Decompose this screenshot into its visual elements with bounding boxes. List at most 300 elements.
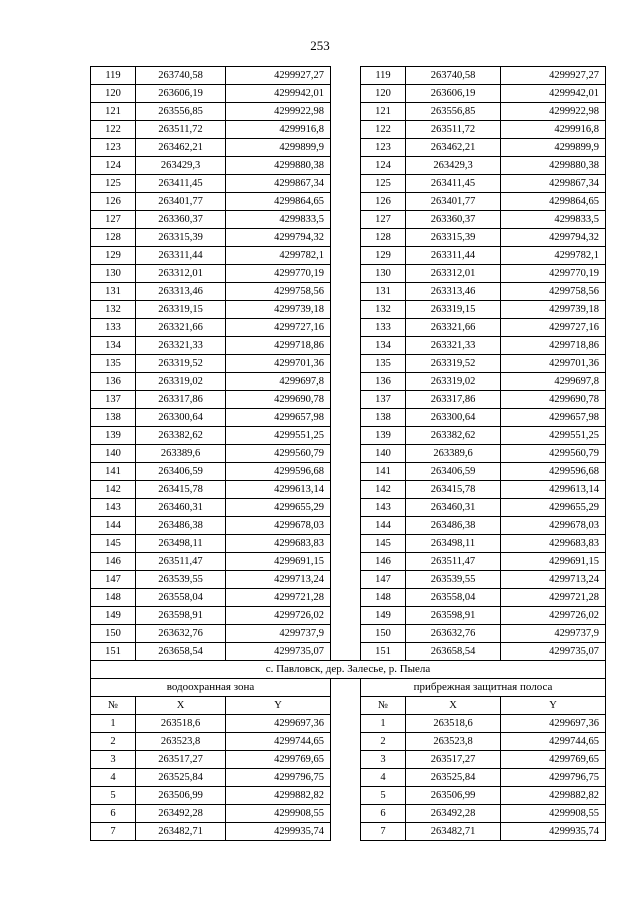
table-row — [91, 481, 606, 499]
coord-x: 263300,64 — [406, 409, 501, 427]
coord-x: 263518,6 — [406, 715, 501, 733]
right-header-x: X — [406, 697, 501, 715]
table-row — [91, 625, 606, 643]
coord-x: 263401,77 — [136, 193, 226, 211]
point-number: 149 — [91, 607, 136, 625]
coord-x: 263411,45 — [136, 175, 226, 193]
coord-x: 263525,84 — [136, 769, 226, 787]
point-number: 134 — [361, 337, 406, 355]
point-number: 122 — [361, 121, 406, 139]
table-row — [91, 643, 606, 661]
point-number: 143 — [91, 499, 136, 517]
coord-x: 263312,01 — [406, 265, 501, 283]
column-gap — [331, 373, 361, 391]
table-row — [91, 175, 606, 193]
column-gap — [331, 301, 361, 319]
point-number: 142 — [91, 481, 136, 499]
coord-y: 4299683,83 — [226, 535, 331, 553]
table-row — [91, 463, 606, 481]
section-caption: с. Павловск, дер. Залесье, р. Пыела — [91, 661, 606, 679]
column-gap — [331, 193, 361, 211]
coord-x: 263460,31 — [406, 499, 501, 517]
column-gap — [331, 553, 361, 571]
point-number: 6 — [91, 805, 136, 823]
point-number: 137 — [361, 391, 406, 409]
point-number: 121 — [91, 103, 136, 121]
coord-y: 4299560,79 — [501, 445, 606, 463]
point-number: 138 — [361, 409, 406, 427]
point-number: 5 — [361, 787, 406, 805]
coord-y: 4299942,01 — [226, 85, 331, 103]
coord-x: 263319,52 — [136, 355, 226, 373]
page-number: 253 — [310, 38, 330, 53]
coord-y: 4299655,29 — [226, 499, 331, 517]
point-number: 136 — [361, 373, 406, 391]
point-number: 6 — [361, 805, 406, 823]
column-gap — [331, 679, 361, 697]
point-number: 2 — [91, 733, 136, 751]
table-row — [91, 157, 606, 175]
coord-x: 263411,45 — [406, 175, 501, 193]
coord-x: 263498,11 — [136, 535, 226, 553]
column-gap — [331, 103, 361, 121]
point-number: 4 — [91, 769, 136, 787]
point-number: 151 — [91, 643, 136, 661]
coord-y: 4299833,5 — [226, 211, 331, 229]
point-number: 151 — [361, 643, 406, 661]
coord-x: 263486,38 — [406, 517, 501, 535]
coord-x: 263740,58 — [406, 67, 501, 85]
point-number: 1 — [361, 715, 406, 733]
coord-x: 263539,55 — [136, 571, 226, 589]
point-number: 130 — [91, 265, 136, 283]
table-row — [91, 733, 606, 751]
coord-x: 263523,8 — [406, 733, 501, 751]
point-number: 119 — [91, 67, 136, 85]
left-header-x: X — [136, 697, 226, 715]
coord-y: 4299927,27 — [226, 67, 331, 85]
table-row — [91, 787, 606, 805]
column-gap — [331, 463, 361, 481]
table-row — [91, 535, 606, 553]
column-gap — [331, 427, 361, 445]
point-number: 133 — [361, 319, 406, 337]
coord-x: 263506,99 — [136, 787, 226, 805]
column-gap — [331, 391, 361, 409]
coord-x: 263658,54 — [406, 643, 501, 661]
column-gap — [331, 607, 361, 625]
column-gap — [331, 247, 361, 265]
column-gap — [331, 121, 361, 139]
coord-x: 263313,46 — [406, 283, 501, 301]
column-gap — [331, 751, 361, 769]
point-number: 127 — [361, 211, 406, 229]
table-row — [91, 67, 606, 85]
point-number: 132 — [91, 301, 136, 319]
coord-x: 263315,39 — [136, 229, 226, 247]
point-number: 125 — [361, 175, 406, 193]
coord-y: 4299739,18 — [501, 301, 606, 319]
coord-x: 263321,66 — [136, 319, 226, 337]
coord-x: 263632,76 — [406, 625, 501, 643]
coord-y: 4299690,78 — [501, 391, 606, 409]
coord-y: 4299678,03 — [226, 517, 331, 535]
coord-y: 4299551,25 — [501, 427, 606, 445]
coord-y: 4299769,65 — [226, 751, 331, 769]
point-number: 141 — [361, 463, 406, 481]
point-number: 129 — [361, 247, 406, 265]
coord-y: 4299713,24 — [501, 571, 606, 589]
coord-x: 263606,19 — [136, 85, 226, 103]
coord-x: 263382,62 — [406, 427, 501, 445]
coord-y: 4299833,5 — [501, 211, 606, 229]
coord-y: 4299727,16 — [501, 319, 606, 337]
coord-x: 263498,11 — [406, 535, 501, 553]
column-gap — [331, 823, 361, 841]
coord-x: 263598,91 — [136, 607, 226, 625]
column-gap — [331, 445, 361, 463]
point-number: 140 — [91, 445, 136, 463]
right-header-number: № — [361, 697, 406, 715]
table-row — [91, 391, 606, 409]
column-gap — [331, 337, 361, 355]
table-row — [91, 121, 606, 139]
point-number: 145 — [91, 535, 136, 553]
point-number: 7 — [91, 823, 136, 841]
coord-y: 4299796,75 — [226, 769, 331, 787]
coord-y: 4299916,8 — [226, 121, 331, 139]
coord-x: 263429,3 — [406, 157, 501, 175]
point-number: 3 — [361, 751, 406, 769]
coord-y: 4299908,55 — [226, 805, 331, 823]
left-zone-title: водоохранная зона — [91, 679, 331, 697]
coord-x: 263606,19 — [406, 85, 501, 103]
column-gap — [331, 157, 361, 175]
coord-y: 4299927,27 — [501, 67, 606, 85]
point-number: 1 — [91, 715, 136, 733]
coord-x: 263511,47 — [136, 553, 226, 571]
table-row — [91, 283, 606, 301]
coord-x: 263317,86 — [136, 391, 226, 409]
coord-x: 263300,64 — [136, 409, 226, 427]
coord-x: 263518,6 — [136, 715, 226, 733]
point-number: 141 — [91, 463, 136, 481]
coord-x: 263313,46 — [136, 283, 226, 301]
point-number: 133 — [91, 319, 136, 337]
coord-y: 4299867,34 — [226, 175, 331, 193]
point-number: 146 — [91, 553, 136, 571]
coord-y: 4299560,79 — [226, 445, 331, 463]
coord-y: 4299782,1 — [226, 247, 331, 265]
column-gap — [331, 283, 361, 301]
coord-y: 4299899,9 — [501, 139, 606, 157]
point-number: 123 — [91, 139, 136, 157]
coord-y: 4299935,74 — [501, 823, 606, 841]
coord-y: 4299758,56 — [501, 283, 606, 301]
coord-x: 263406,59 — [406, 463, 501, 481]
column-gap — [331, 211, 361, 229]
coord-x: 263462,21 — [136, 139, 226, 157]
point-number: 147 — [91, 571, 136, 589]
coord-y: 4299691,15 — [226, 553, 331, 571]
right-header-y: Y — [501, 697, 606, 715]
coord-y: 4299796,75 — [501, 769, 606, 787]
coord-y: 4299697,8 — [501, 373, 606, 391]
point-number: 125 — [91, 175, 136, 193]
point-number: 124 — [91, 157, 136, 175]
coord-x: 263360,37 — [406, 211, 501, 229]
point-number: 122 — [91, 121, 136, 139]
table-row — [91, 373, 606, 391]
coord-x: 263482,71 — [136, 823, 226, 841]
table-row — [91, 355, 606, 373]
left-header-number: № — [91, 697, 136, 715]
point-number: 2 — [361, 733, 406, 751]
point-number: 150 — [361, 625, 406, 643]
coord-y: 4299551,25 — [226, 427, 331, 445]
coord-x: 263517,27 — [406, 751, 501, 769]
coord-y: 4299718,86 — [226, 337, 331, 355]
coord-x: 263658,54 — [136, 643, 226, 661]
point-number: 121 — [361, 103, 406, 121]
point-number: 144 — [91, 517, 136, 535]
coord-x: 263558,04 — [136, 589, 226, 607]
coord-x: 263406,59 — [136, 463, 226, 481]
coord-y: 4299697,8 — [226, 373, 331, 391]
coord-y: 4299596,68 — [501, 463, 606, 481]
coord-x: 263598,91 — [406, 607, 501, 625]
coord-x: 263525,84 — [406, 769, 501, 787]
coord-y: 4299718,86 — [501, 337, 606, 355]
coord-y: 4299737,9 — [501, 625, 606, 643]
point-number: 131 — [91, 283, 136, 301]
table-row — [91, 571, 606, 589]
coord-x: 263539,55 — [406, 571, 501, 589]
coordinates-table — [90, 66, 606, 841]
table-row — [91, 229, 606, 247]
coord-x: 263321,33 — [136, 337, 226, 355]
point-number: 138 — [91, 409, 136, 427]
point-number: 120 — [91, 85, 136, 103]
column-gap — [331, 355, 361, 373]
column-gap — [331, 517, 361, 535]
point-number: 126 — [361, 193, 406, 211]
point-number: 135 — [361, 355, 406, 373]
coord-y: 4299697,36 — [226, 715, 331, 733]
coord-x: 263482,71 — [406, 823, 501, 841]
coord-y: 4299867,34 — [501, 175, 606, 193]
point-number: 145 — [361, 535, 406, 553]
table-row — [91, 211, 606, 229]
coord-y: 4299735,07 — [501, 643, 606, 661]
coord-y: 4299701,36 — [226, 355, 331, 373]
point-number: 139 — [361, 427, 406, 445]
point-number: 5 — [91, 787, 136, 805]
table-row — [91, 715, 606, 733]
coord-y: 4299657,98 — [226, 409, 331, 427]
coord-x: 263415,78 — [406, 481, 501, 499]
column-gap — [331, 733, 361, 751]
coord-y: 4299935,74 — [226, 823, 331, 841]
column-gap — [331, 787, 361, 805]
table-row — [91, 301, 606, 319]
coord-x: 263401,77 — [406, 193, 501, 211]
table-row — [91, 337, 606, 355]
point-number: 146 — [361, 553, 406, 571]
coord-x: 263740,58 — [136, 67, 226, 85]
coord-y: 4299916,8 — [501, 121, 606, 139]
coord-y: 4299770,19 — [226, 265, 331, 283]
column-gap — [331, 409, 361, 427]
coord-y: 4299721,28 — [226, 589, 331, 607]
point-number: 128 — [91, 229, 136, 247]
table-row — [91, 103, 606, 121]
coord-y: 4299770,19 — [501, 265, 606, 283]
coord-y: 4299596,68 — [226, 463, 331, 481]
table-row — [91, 805, 606, 823]
headers-row — [91, 697, 606, 715]
coord-x: 263319,02 — [406, 373, 501, 391]
table-row — [91, 445, 606, 463]
coord-x: 263511,72 — [406, 121, 501, 139]
coord-x: 263315,39 — [406, 229, 501, 247]
point-number: 120 — [361, 85, 406, 103]
table-row — [91, 823, 606, 841]
coord-x: 263382,62 — [136, 427, 226, 445]
coord-y: 4299864,65 — [501, 193, 606, 211]
point-number: 128 — [361, 229, 406, 247]
table-row — [91, 769, 606, 787]
point-number: 147 — [361, 571, 406, 589]
coord-y: 4299794,32 — [226, 229, 331, 247]
point-number: 124 — [361, 157, 406, 175]
coord-x: 263319,52 — [406, 355, 501, 373]
point-number: 143 — [361, 499, 406, 517]
point-number: 126 — [91, 193, 136, 211]
table-row — [91, 193, 606, 211]
coord-x: 263556,85 — [406, 103, 501, 121]
coord-x: 263319,15 — [136, 301, 226, 319]
zone-titles-row — [91, 679, 606, 697]
coord-x: 263360,37 — [136, 211, 226, 229]
point-number: 7 — [361, 823, 406, 841]
coord-y: 4299882,82 — [501, 787, 606, 805]
coord-y: 4299713,24 — [226, 571, 331, 589]
coord-y: 4299782,1 — [501, 247, 606, 265]
table-row — [91, 517, 606, 535]
coord-y: 4299908,55 — [501, 805, 606, 823]
column-gap — [331, 175, 361, 193]
point-number: 3 — [91, 751, 136, 769]
coord-y: 4299690,78 — [226, 391, 331, 409]
coord-y: 4299721,28 — [501, 589, 606, 607]
coord-y: 4299864,65 — [226, 193, 331, 211]
section-caption-row — [91, 661, 606, 679]
column-gap — [331, 229, 361, 247]
coord-x: 263321,33 — [406, 337, 501, 355]
point-number: 136 — [91, 373, 136, 391]
column-gap — [331, 139, 361, 157]
column-gap — [331, 769, 361, 787]
point-number: 144 — [361, 517, 406, 535]
coord-y: 4299922,98 — [501, 103, 606, 121]
coord-y: 4299922,98 — [226, 103, 331, 121]
coord-x: 263317,86 — [406, 391, 501, 409]
column-gap — [331, 697, 361, 715]
coord-x: 263511,47 — [406, 553, 501, 571]
column-gap — [331, 805, 361, 823]
point-number: 130 — [361, 265, 406, 283]
coord-x: 263415,78 — [136, 481, 226, 499]
coord-y: 4299744,65 — [501, 733, 606, 751]
coord-x: 263492,28 — [136, 805, 226, 823]
coord-y: 4299942,01 — [501, 85, 606, 103]
coord-x: 263632,76 — [136, 625, 226, 643]
point-number: 140 — [361, 445, 406, 463]
coord-x: 263492,28 — [406, 805, 501, 823]
column-gap — [331, 85, 361, 103]
coord-y: 4299899,9 — [226, 139, 331, 157]
point-number: 119 — [361, 67, 406, 85]
coord-y: 4299655,29 — [501, 499, 606, 517]
table-row — [91, 139, 606, 157]
column-gap — [331, 571, 361, 589]
coord-x: 263311,44 — [136, 247, 226, 265]
coord-x: 263389,6 — [406, 445, 501, 463]
table-row — [91, 589, 606, 607]
point-number: 150 — [91, 625, 136, 643]
coord-y: 4299737,9 — [226, 625, 331, 643]
table-row — [91, 427, 606, 445]
column-gap — [331, 625, 361, 643]
column-gap — [331, 535, 361, 553]
table-row — [91, 499, 606, 517]
column-gap — [331, 643, 361, 661]
table-row — [91, 751, 606, 769]
column-gap — [331, 481, 361, 499]
point-number: 139 — [91, 427, 136, 445]
column-gap — [331, 67, 361, 85]
coord-y: 4299613,14 — [501, 481, 606, 499]
right-zone-title: прибрежная защитная полоса — [361, 679, 606, 697]
coord-x: 263319,02 — [136, 373, 226, 391]
coord-y: 4299678,03 — [501, 517, 606, 535]
coord-y: 4299697,36 — [501, 715, 606, 733]
column-gap — [331, 589, 361, 607]
coord-y: 4299758,56 — [226, 283, 331, 301]
table-row — [91, 607, 606, 625]
coord-x: 263506,99 — [406, 787, 501, 805]
coord-y: 4299769,65 — [501, 751, 606, 769]
table-row — [91, 319, 606, 337]
coord-y: 4299880,38 — [226, 157, 331, 175]
point-number: 129 — [91, 247, 136, 265]
coord-x: 263517,27 — [136, 751, 226, 769]
point-number: 4 — [361, 769, 406, 787]
table-row — [91, 265, 606, 283]
coord-x: 263389,6 — [136, 445, 226, 463]
column-gap — [331, 319, 361, 337]
coord-x: 263511,72 — [136, 121, 226, 139]
coord-y: 4299744,65 — [226, 733, 331, 751]
coord-x: 263558,04 — [406, 589, 501, 607]
point-number: 148 — [361, 589, 406, 607]
coord-x: 263462,21 — [406, 139, 501, 157]
coord-y: 4299726,02 — [226, 607, 331, 625]
point-number: 135 — [91, 355, 136, 373]
column-gap — [331, 715, 361, 733]
point-number: 127 — [91, 211, 136, 229]
